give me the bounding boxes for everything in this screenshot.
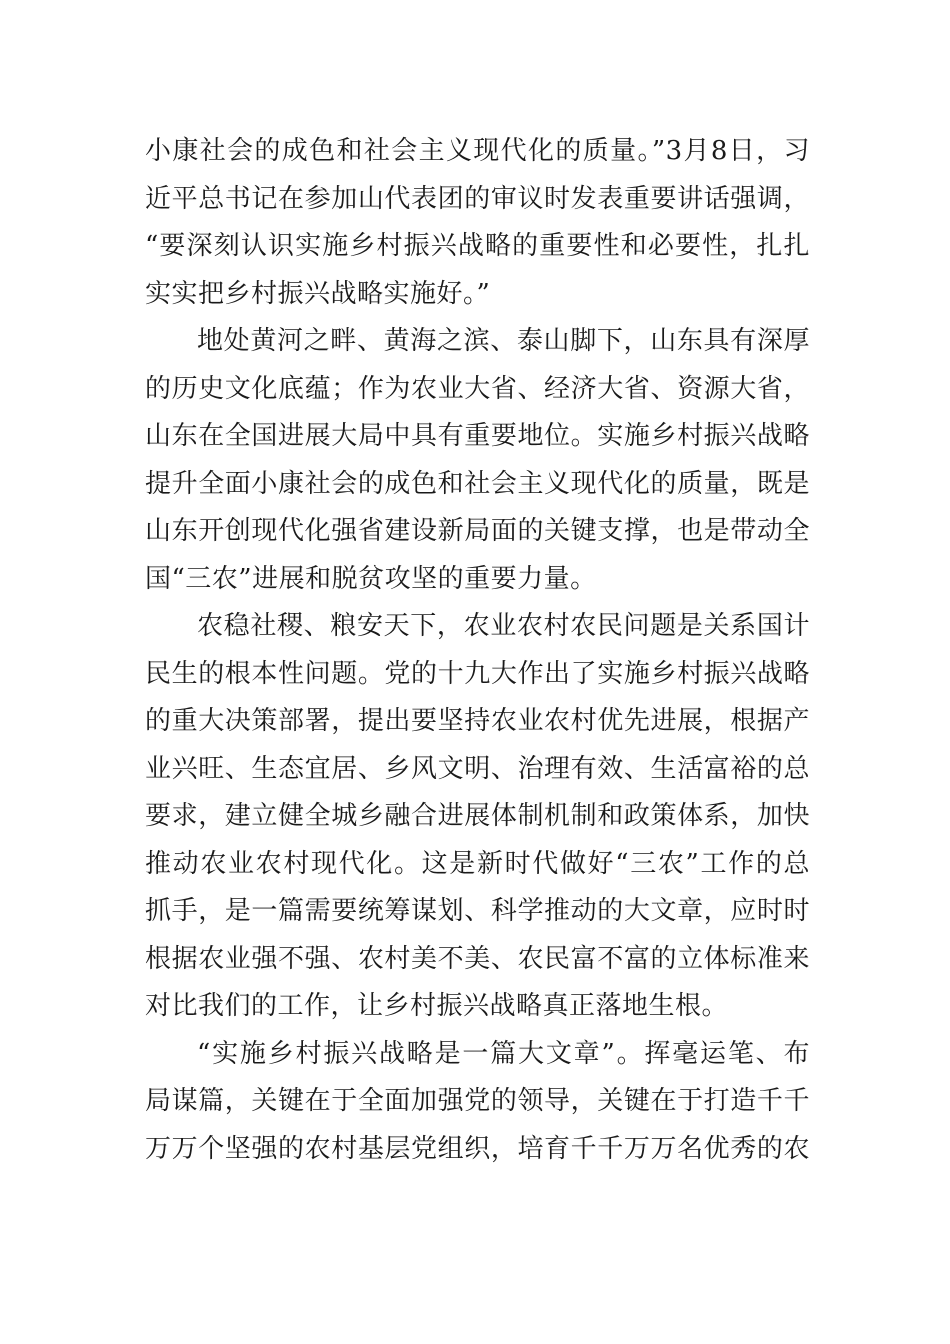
- text-line: 推动农业农村现代化。这是新时代做好“三农”工作的总: [145, 848, 810, 879]
- text-line: 根据农业强不强、农村美不美、农民富不富的立体标准来: [145, 943, 810, 974]
- text-line: 万万个坚强的农村基层党组织，培育千千万万名优秀的农: [145, 1133, 810, 1164]
- text-line: 小康社会的成色和社会主义现代化的质量。”3月8日，习: [145, 136, 810, 166]
- text-line: “要深刻认识实施乡村振兴战略的重要性和必要性，扎扎: [145, 231, 810, 261]
- text-line: 局谋篇，关键在于全面加强党的领导，关键在于打造千千: [145, 1086, 810, 1116]
- text-line: 的历史文化底蕴；作为农业大省、经济大省、资源大省，: [145, 373, 810, 404]
- text-line: 抓手，是一篇需要统筹谋划、科学推动的大文章，应时时: [145, 896, 810, 926]
- paragraph-3: [145, 603, 810, 1031]
- text-line: 国“三农”进展和脱贫攻坚的重要力量。: [145, 563, 597, 594]
- text-line: 业兴旺、生态宜居、乡风文明、治理有效、生活富裕的总: [145, 753, 810, 784]
- text-line: 山东在全国进展大局中具有重要地位。实施乡村振兴战略: [145, 421, 810, 451]
- text-line: 民生的根本性问题。党的十九大作出了实施乡村振兴战略: [145, 658, 810, 689]
- text-line: 要求，建立健全城乡融合进展体制机制和政策体系，加快: [145, 801, 810, 831]
- text-line: 对比我们的工作，让乡村振兴战略真正落地生根。: [145, 991, 729, 1021]
- text-line: 近平总书记在参加山代表团的审议时发表重要讲话强调，: [145, 183, 810, 214]
- paragraph-1: [145, 128, 810, 318]
- text-line: 提升全面小康社会的成色和社会主义现代化的质量，既是: [145, 468, 810, 499]
- paragraph-4: [145, 1031, 810, 1174]
- text-line: 山东开创现代化强省建设新局面的关键支撑，也是带动全: [145, 516, 810, 546]
- paragraph-2: [145, 318, 810, 603]
- text-line: 的重大决策部署，提出要坚持农业农村优先进展，根据产: [145, 706, 810, 736]
- text-line: “实施乡村振兴战略是一篇大文章”。挥毫运笔、布: [197, 1038, 810, 1069]
- text-line: 地处黄河之畔、黄海之滨、泰山脚下，山东具有深厚: [197, 326, 810, 356]
- text-line: 农稳社稷、粮安天下，农业农村农民问题是关系国计: [197, 611, 810, 641]
- document-body: [145, 128, 810, 1173]
- text-line: 实实把乡村振兴战略实施好。”: [145, 278, 491, 309]
